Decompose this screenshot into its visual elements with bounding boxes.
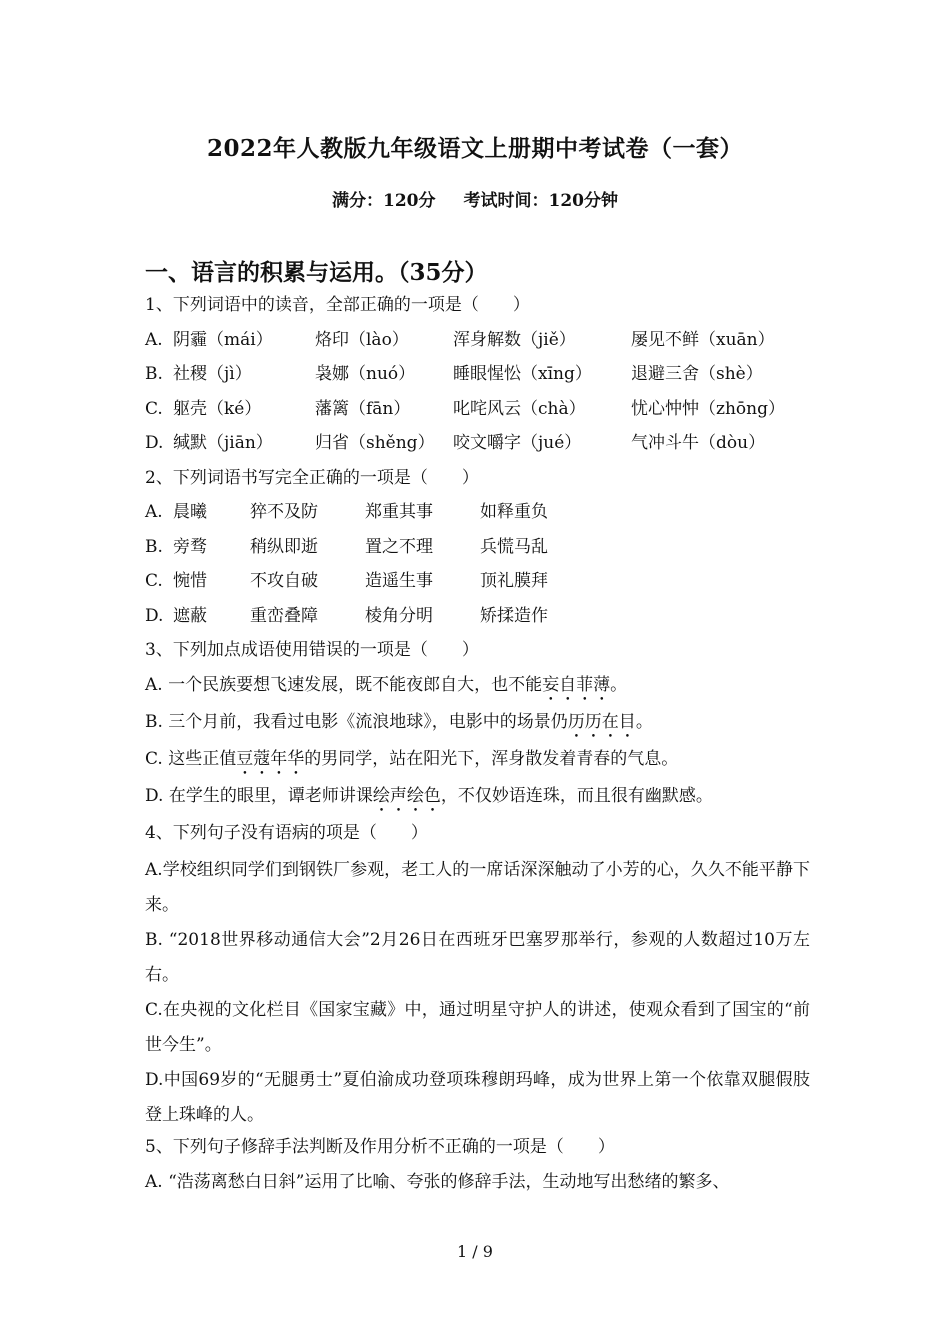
- option-item: 重峦叠障: [250, 605, 318, 626]
- option-item: 不攻自破: [250, 571, 318, 591]
- question-3-option-b: [145, 708, 810, 745]
- option-item: 如释重负: [480, 502, 548, 522]
- section-heading: 一、语言的积累与运用。（35分）: [145, 259, 488, 286]
- exam-title: 2022年人教版九年级语文上册期中考试卷（一套）: [206, 135, 743, 162]
- question-2-option-c: [145, 567, 810, 602]
- question-4-option-c: C.在央视的文化栏目《国家宝藏》中，通过明星守护人的讲述，使观众看到了国宝的“前世今生”。: [145, 1000, 810, 1055]
- option-item: 郑重其事: [365, 502, 433, 522]
- option-label: D.: [145, 433, 164, 453]
- option-label: A.: [145, 502, 163, 522]
- option-text: D. 在学生的眼里，谭老师讲课: [145, 785, 373, 806]
- dotted-idiom: 妄自菲薄: [542, 674, 611, 695]
- question-1-option-c: [145, 395, 810, 430]
- option-item: 棱角分明: [365, 605, 433, 626]
- question-5-stem: 5、下列句子修辞手法判断及作用分析不正确的一项是（ ）: [145, 1137, 615, 1157]
- option-item: 旁骛: [173, 536, 207, 557]
- question-2-stem: 2、下列词语书写完全正确的一项是（ ）: [145, 467, 479, 488]
- dotted-idiom: 历历在目: [567, 711, 636, 732]
- question-4-stem: 4、下列句子没有语病的项是（ ）: [145, 822, 428, 843]
- option-item: 屡见不鲜（xuān）: [631, 329, 775, 350]
- option-text: A. 一个民族要想飞速发展，既不能夜郎自大，也不能: [145, 674, 543, 695]
- questions: [145, 291, 810, 1203]
- option-item: 矫揉造作: [480, 605, 548, 626]
- option-item: 藩篱（fān）: [315, 398, 411, 419]
- option-text: 。: [610, 674, 628, 695]
- option-item: 浑身解数（jiě）: [453, 329, 576, 350]
- option-label: C.: [145, 398, 163, 419]
- option-item: 兵慌马乱: [480, 536, 548, 557]
- dotted-idiom: 豆蔻年华: [236, 748, 305, 769]
- option-item: 稍纵即逝: [250, 536, 318, 557]
- option-item: 晨曦: [173, 502, 207, 522]
- question-1-stem: 1、下列词语中的读音，全部正确的一项是（ ）: [145, 295, 530, 315]
- question-3-stem: 3、下列加点成语使用错误的一项是（ ）: [145, 640, 479, 660]
- option-item: 躯壳（ké）: [173, 398, 262, 419]
- page-number: 1 / 9: [457, 1242, 493, 1261]
- option-item: 阴霾（mái）: [173, 329, 273, 350]
- option-item: 咬文嚼字（jué）: [453, 433, 582, 453]
- question-3-option-d: [145, 782, 810, 819]
- option-label: C.: [145, 571, 163, 591]
- option-text: 。: [635, 711, 653, 732]
- dotted-idiom: 绘声绘色: [372, 785, 441, 806]
- question-2-option-d: [145, 602, 810, 637]
- option-label: B.: [145, 364, 163, 384]
- option-item: 社稷（jì）: [173, 364, 252, 384]
- question-2-option-b: [145, 533, 810, 568]
- option-item: 忧心忡忡（zhōng）: [631, 398, 785, 419]
- option-text: C. 这些正值: [145, 748, 237, 769]
- option-label: B.: [145, 536, 163, 557]
- option-item: 叱咤风云（chà）: [453, 398, 586, 419]
- option-item: 惋惜: [173, 571, 207, 591]
- question-1-option-b: [145, 360, 810, 395]
- question-3-option-c: [145, 745, 810, 782]
- question-5-option-a: A. “浩荡离愁白日斜”运用了比喻、夸张的修辞手法，生动地写出愁绪的繁多、: [145, 1172, 730, 1192]
- option-item: 退避三舍（shè）: [631, 364, 763, 384]
- option-item: 归省（shěng）: [315, 433, 435, 453]
- question-1-option-d: [145, 429, 810, 464]
- option-item: 顶礼膜拜: [480, 571, 548, 591]
- option-item: 遮蔽: [173, 605, 207, 626]
- option-label: A.: [145, 329, 163, 350]
- option-text: B. 三个月前，我看过电影《流浪地球》，电影中的场景仍: [145, 711, 568, 732]
- option-item: 睡眼惺忪（xīng）: [453, 364, 592, 384]
- option-item: 袅娜（nuó）: [315, 364, 416, 384]
- question-4-option-a: A.学校组织同学们到钢铁厂参观，老工人的一席话深深触动了小芳的心，久久不能平静下来。: [145, 860, 810, 915]
- exam-info: [0, 186, 950, 211]
- option-label: D.: [145, 605, 164, 626]
- full-score: 满分：120分: [332, 191, 436, 211]
- exam-time: 考试时间：120分钟: [463, 191, 618, 211]
- option-item: 造遥生事: [365, 571, 433, 591]
- question-4-option-b: B. “2018世界移动通信大会”2月26日在西班牙巴塞罗那举行，参观的人数超过10万左右。: [145, 930, 810, 985]
- option-item: 烙印（lào）: [315, 329, 409, 350]
- question-3-option-a: [145, 671, 810, 708]
- option-item: 缄默（jiān）: [173, 433, 273, 453]
- option-text: ，不仅妙语连珠，而且很有幽默感。: [440, 785, 713, 806]
- option-item: 猝不及防: [250, 502, 318, 522]
- option-text: 的男同学，站在阳光下，浑身散发着青春的气息。: [304, 748, 679, 769]
- question-1-option-a: [145, 326, 810, 361]
- option-item: 气冲斗牛（dòu）: [631, 433, 766, 453]
- option-item: 置之不理: [365, 536, 433, 557]
- question-4-option-d: D.中国69岁的“无腿勇士”夏伯渝成功登项珠穆朗玛峰，成为世界上第一个依靠双腿假肢登上珠峰的人。: [145, 1070, 810, 1125]
- question-2-option-a: [145, 498, 810, 533]
